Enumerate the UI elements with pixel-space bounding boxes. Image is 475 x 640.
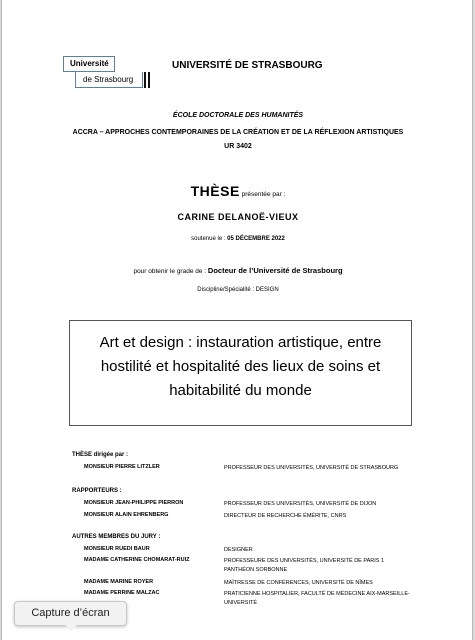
logo-line1: Université (63, 56, 115, 72)
thesis-heading (2, 183, 474, 199)
reporter-name: MONSIEUR ALAIN EHRENBERG (84, 512, 169, 518)
defense-date (2, 236, 474, 242)
research-unit: UR 3402 (224, 143, 252, 150)
degree-value: Docteur de l’Université de Strasbourg (207, 266, 343, 275)
director-role: PROFESSEUR DES UNIVERSITÉS, UNIVERSITÉ DE STRASBOURG (224, 465, 399, 471)
member-name: MONSIEUR RUEDI BAUR (84, 546, 150, 552)
document-page (1, 0, 473, 640)
reporter-role: PROFESSEUR DES UNIVERSITÉS, UNIVERSITÉ DE DIJON (224, 501, 377, 507)
university-logo (63, 56, 151, 90)
doctoral-school: ÉCOLE DOCTORALE DES HUMANITÉS (172, 112, 304, 119)
defense-prefix: soutenue le : (191, 236, 226, 242)
university-title: UNIVERSITÉ DE STRASBOURG (172, 60, 323, 71)
research-lab: ACCRA – APPROCHES CONTEMPORAINES DE LA CRÉATION ET DE LA RÉFLEXION ARTISTIQUES (72, 129, 404, 136)
thesis-title: Art et design : instauration artistique, entre hostilité et hospitalité des lieux de soins et habitabilité du monde (69, 320, 412, 426)
discipline-line (2, 287, 474, 293)
logo-line2: de Strasbourg (75, 72, 143, 88)
director-heading: THÈSE dirigée par : (72, 452, 129, 458)
member-role: PRATICIENNE HOSPITALIER, FACULTÉ DE MÉDECINE AIX-MARSEILLE-UNIVERSITÉ (224, 591, 410, 606)
discipline-prefix: Discipline/Spécialité : (197, 287, 254, 293)
member-name: MADAME CATHERINE CHOMARAT-RUIZ (84, 557, 190, 563)
presented-by: présentée par : (241, 191, 286, 198)
thesis-label: THÈSE (190, 183, 240, 199)
member-role: PROFESSEURE DES UNIVERSITÉS, UNIVERSITÉ DE PARIS 1 PANTHÉON SORBONNE (224, 558, 385, 573)
reporter-role: DIRECTEUR DE RECHERCHE ÉMÉRITE, CNRS (224, 513, 347, 519)
degree-line (2, 266, 474, 275)
member-role: DESIGNER (224, 547, 253, 553)
others-heading: AUTRES MEMBRES DU JURY : (72, 534, 161, 540)
member-name: MADAME PERRINE MALZAC (84, 590, 160, 596)
discipline-value: DESIGN (255, 287, 279, 293)
member-name: MADAME MARINE ROYER (84, 579, 154, 585)
defense-date-value: 05 DÉCEMBRE 2022 (227, 236, 285, 242)
degree-prefix: pour obtenir le grade de : (133, 268, 207, 275)
member-role: MAÎTRESSE DE CONFÉRENCES, UNIVERSITÉ DE NÎMES (224, 580, 373, 586)
author-name: CARINE DELANOË-VIEUX (177, 212, 299, 222)
director-name: MONSIEUR PIERRE LITZLER (84, 464, 160, 470)
reporter-name: MONSIEUR JEAN-PHILIPPE PIERRON (84, 500, 184, 506)
logo-bars (144, 72, 152, 88)
screenshot-tooltip[interactable]: Capture d’écran (14, 601, 127, 626)
reporters-heading: RAPPORTEURS : (72, 488, 122, 494)
